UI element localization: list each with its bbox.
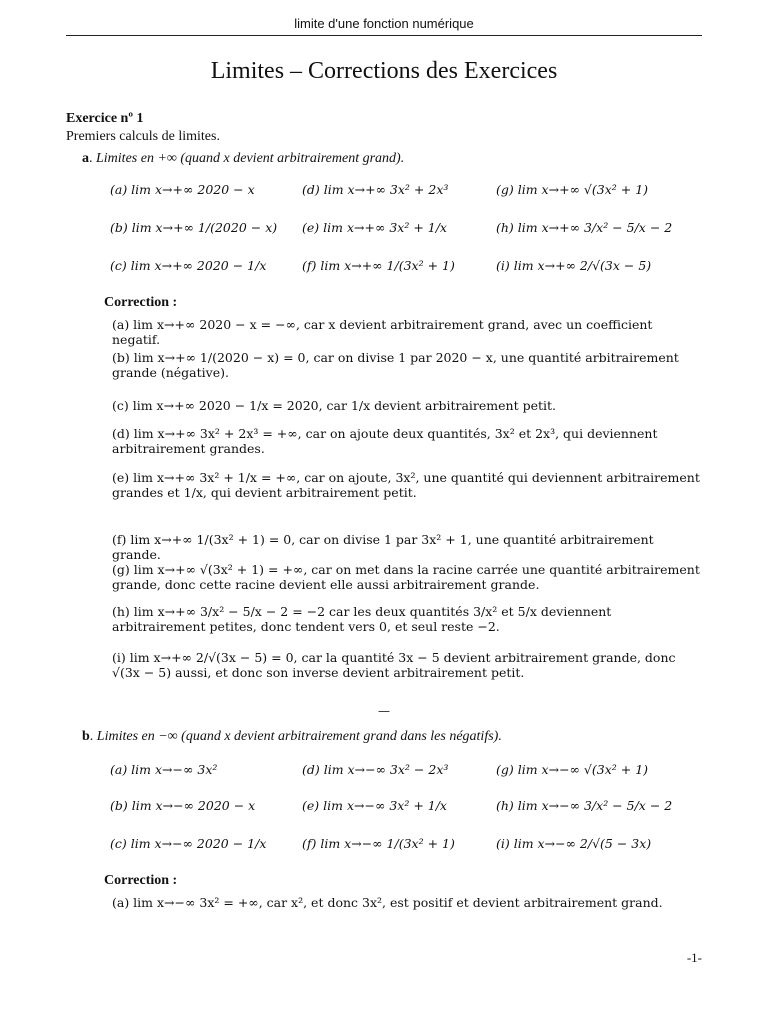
part-b-title: Limites en −∞ (quand x devient arbitrairement grand dans les négatifs). (96, 729, 502, 744)
correction-item: (i) lim x→+∞ 2/√(3x − 5) = 0, car la quantité 3x − 5 devient arbitrairement grande, donc √(3x − 5) aussi, et donc son inverse devient arbitrairement petit. (112, 650, 676, 680)
exercise-item: (e) lim x→−∞ 3x² + 1/x (302, 798, 447, 813)
exercise-item: (c) lim x→−∞ 2020 − 1/x (110, 836, 267, 851)
part-a-label: a (82, 151, 89, 166)
header-rule (66, 35, 702, 36)
exercise-item: (b) lim x→−∞ 2020 − x (110, 798, 256, 813)
part-b-label: b (82, 729, 90, 744)
correction-item: (c) lim x→+∞ 2020 − 1/x = 2020, car 1/x devient arbitrairement petit. (112, 398, 557, 413)
correction-item: (g) lim x→+∞ √(3x² + 1) = +∞, car on met dans la racine carrée une quantité arbitrairement grande, donc cette racine devient elle aussi arbitrairement grande. (112, 562, 700, 592)
section-separator: — (378, 704, 390, 718)
part-a-heading: a. Limites en +∞ (quand x devient arbitrairement grand). (82, 151, 405, 166)
exercise-item: (a) lim x→−∞ 3x² (110, 762, 218, 777)
exercise-heading: Exercice nº 1 (66, 111, 144, 126)
correction-item: (a) lim x→−∞ 3x² = +∞, car x², et donc 3x², est positif et devient arbitrairement grand. (112, 895, 663, 910)
correction-item: (h) lim x→+∞ 3/x² − 5/x − 2 = −2 car les deux quantités 3/x² et 5/x deviennent arbitrairement petites, donc tendent vers 0, et seul reste −2. (112, 604, 612, 634)
exercise-item: (i) lim x→+∞ 2/√(3x − 5) (496, 258, 652, 273)
running-header: limite d'une fonction numérique (294, 16, 474, 31)
part-a-title: Limites en +∞ (quand x devient arbitrairement grand). (96, 151, 405, 166)
correction-item: (e) lim x→+∞ 3x² + 1/x = +∞, car on ajoute, 3x², une quantité qui deviennent arbitrairement grandes et 1/x, qui devient arbitrairement petit. (112, 470, 700, 500)
correction-title: Correction : (104, 873, 178, 888)
correction-title: Correction : (104, 295, 178, 310)
exercise-subtitle: Premiers calculs de limites. (66, 129, 220, 144)
exercise-item: (a) lim x→+∞ 2020 − x (110, 182, 255, 197)
exercise-item: (d) lim x→−∞ 3x² − 2x³ (302, 762, 449, 777)
exercise-item: (h) lim x→+∞ 3/x² − 5/x − 2 (496, 220, 673, 235)
correction-item: (f) lim x→+∞ 1/(3x² + 1) = 0, car on divise 1 par 3x² + 1, une quantité arbitrairement grande. (112, 532, 654, 562)
exercise-item: (f) lim x→−∞ 1/(3x² + 1) (302, 836, 455, 851)
correction-item: (a) lim x→+∞ 2020 − x = −∞, car x devient arbitrairement grand, avec un coefficient negatif. (112, 317, 653, 347)
part-b-heading: b. Limites en −∞ (quand x devient arbitrairement grand dans les négatifs). (82, 729, 502, 744)
page-title: Limites – Corrections des Exercices (210, 58, 558, 84)
exercise-item: (f) lim x→+∞ 1/(3x² + 1) (302, 258, 455, 273)
correction-item: (b) lim x→+∞ 1/(2020 − x) = 0, car on divise 1 par 2020 − x, une quantité arbitrairement grande (négative). (112, 350, 679, 380)
exercise-item: (h) lim x→−∞ 3/x² − 5/x − 2 (496, 798, 673, 813)
exercise-item: (b) lim x→+∞ 1/(2020 − x) (110, 220, 278, 235)
page-number: -1- (686, 950, 702, 965)
correction-item: (d) lim x→+∞ 3x² + 2x³ = +∞, car on ajoute deux quantités, 3x² et 2x³, qui deviennent arbitrairement grandes. (112, 426, 658, 456)
exercise-item: (g) lim x→−∞ √(3x² + 1) (496, 762, 649, 777)
exercise-item: (d) lim x→+∞ 3x² + 2x³ (302, 182, 449, 197)
exercise-item: (c) lim x→+∞ 2020 − 1/x (110, 258, 267, 273)
exercise-item: (e) lim x→+∞ 3x² + 1/x (302, 220, 447, 235)
exercise-item: (g) lim x→+∞ √(3x² + 1) (496, 182, 649, 197)
exercise-item: (i) lim x→−∞ 2/√(5 − 3x) (496, 836, 652, 851)
